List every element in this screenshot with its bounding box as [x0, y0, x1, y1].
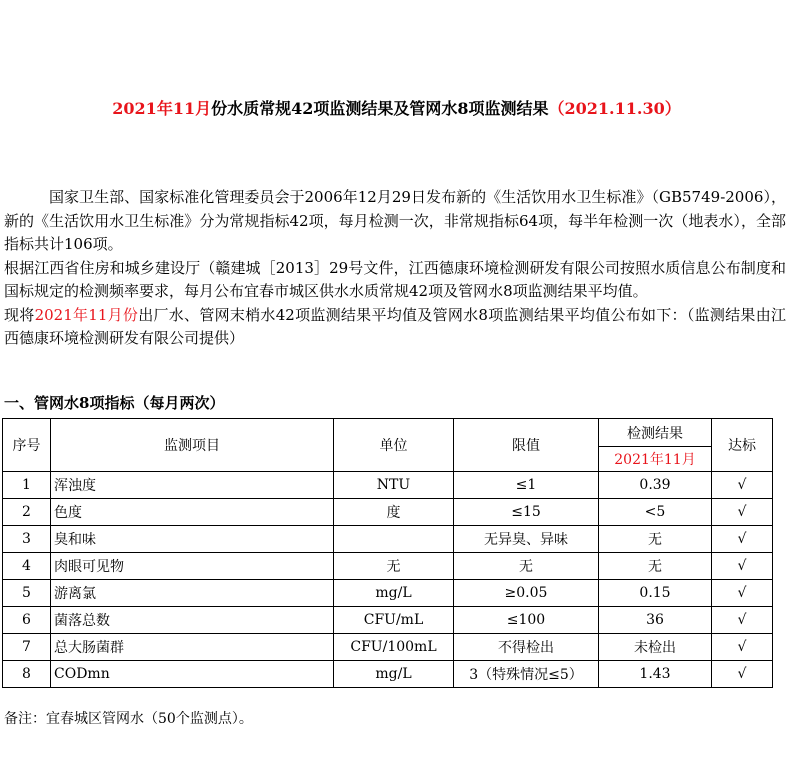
header-index: 序号: [3, 419, 51, 472]
section-title: 一、管网水8项指标（每月两次）: [4, 394, 225, 412]
cell-limit: 不得检出: [454, 634, 599, 661]
cell-unit: mg/L: [334, 580, 454, 607]
cell-index: 4: [3, 553, 51, 580]
cell-index: 3: [3, 526, 51, 553]
cell-item: 臭和味: [51, 526, 334, 553]
intro-paragraph-2: 根据江西省住房和城乡建设厅（赣建城［2013］29号文件，江西德康环境检测研发有限公司按照水质信息公布制度和国标规定的检测频率要求，每月公布宜春市城区供水水质常规42项及管网水8项监测结果平均值。: [4, 258, 786, 300]
cell-item: 肉眼可见物: [51, 553, 334, 580]
intro-paragraph-3-post: 出厂水、管网末梢水42项监测结果平均值及管网水8项监测结果平均值公布如下：（监测结果由江西德康环境检测研发有限公司提供）: [4, 305, 786, 347]
cell-result: <5: [599, 499, 712, 526]
intro-paragraph-3-pre: 现将: [4, 305, 35, 324]
table-header-row: [3, 419, 773, 447]
cell-unit: 度: [334, 499, 454, 526]
note-text: 备注：宜春城区管网水（50个监测点）。: [4, 711, 253, 727]
cell-index: 7: [3, 634, 51, 661]
cell-unit: NTU: [334, 472, 454, 499]
header-pass: 达标: [712, 419, 773, 472]
cell-result: 1.43: [599, 661, 712, 688]
cell-pass: √: [712, 607, 773, 634]
table-row: [3, 607, 773, 634]
cell-limit: ≥0.05: [454, 580, 599, 607]
header-item: 监测项目: [51, 419, 334, 472]
cell-item: 游离氯: [51, 580, 334, 607]
cell-pass: √: [712, 580, 773, 607]
table-body: [3, 472, 773, 688]
title-main: 份水质常规42项监测结果及管网水8项监测结果: [211, 99, 549, 118]
table-row: [3, 472, 773, 499]
title-month: 2021年11月: [112, 99, 212, 118]
cell-pass: √: [712, 661, 773, 688]
table-row: [3, 634, 773, 661]
cell-unit: 无: [334, 553, 454, 580]
cell-unit: CFU/mL: [334, 607, 454, 634]
cell-result: 未检出: [599, 634, 712, 661]
page-title: [0, 96, 793, 119]
cell-item: 菌落总数: [51, 607, 334, 634]
cell-limit: 无: [454, 553, 599, 580]
cell-pass: √: [712, 526, 773, 553]
cell-index: 1: [3, 472, 51, 499]
cell-item: 浑浊度: [51, 472, 334, 499]
cell-result: 无: [599, 526, 712, 553]
cell-unit: CFU/100mL: [334, 634, 454, 661]
table-row: [3, 526, 773, 553]
cell-index: 8: [3, 661, 51, 688]
cell-unit: [334, 526, 454, 553]
cell-limit: ≤15: [454, 499, 599, 526]
cell-result: 无: [599, 553, 712, 580]
cell-pass: √: [712, 634, 773, 661]
cell-pass: √: [712, 553, 773, 580]
header-result-month: 2021年11月: [599, 447, 712, 472]
cell-index: 6: [3, 607, 51, 634]
header-limit: 限值: [454, 419, 599, 472]
cell-pass: √: [712, 472, 773, 499]
cell-result: 0.15: [599, 580, 712, 607]
cell-unit: mg/L: [334, 661, 454, 688]
cell-limit: ≤100: [454, 607, 599, 634]
table-row: [3, 499, 773, 526]
cell-limit: ≤1: [454, 472, 599, 499]
cell-limit: 3（特殊情况≤5）: [454, 661, 599, 688]
intro-paragraph-3-month: 2021年11月份: [34, 305, 139, 324]
header-result: 检测结果: [599, 419, 712, 447]
intro-paragraph-1: 国家卫生部、国家标准化管理委员会于2006年12月29日发布新的《生活饮用水卫生标准》（GB5749-2006），新的《生活饮用水卫生标准》分为常规指标42项，每月检测一次，非常规指标64项，每半年检测一次（地表水），全部指标共计106项。: [4, 188, 786, 253]
cell-result: 36: [599, 607, 712, 634]
results-table: [2, 418, 773, 688]
cell-pass: √: [712, 499, 773, 526]
intro-paragraph-3: [4, 304, 786, 351]
table-row: [3, 553, 773, 580]
cell-index: 2: [3, 499, 51, 526]
cell-limit: 无异臭、异味: [454, 526, 599, 553]
cell-result: 0.39: [599, 472, 712, 499]
title-date: （2021.11.30）: [548, 99, 681, 118]
cell-item: 总大肠菌群: [51, 634, 334, 661]
table-row: [3, 661, 773, 688]
intro-text: [4, 186, 786, 351]
cell-item: 色度: [51, 499, 334, 526]
table-row: [3, 580, 773, 607]
cell-index: 5: [3, 580, 51, 607]
cell-item: CODmn: [51, 661, 334, 688]
header-unit: 单位: [334, 419, 454, 472]
